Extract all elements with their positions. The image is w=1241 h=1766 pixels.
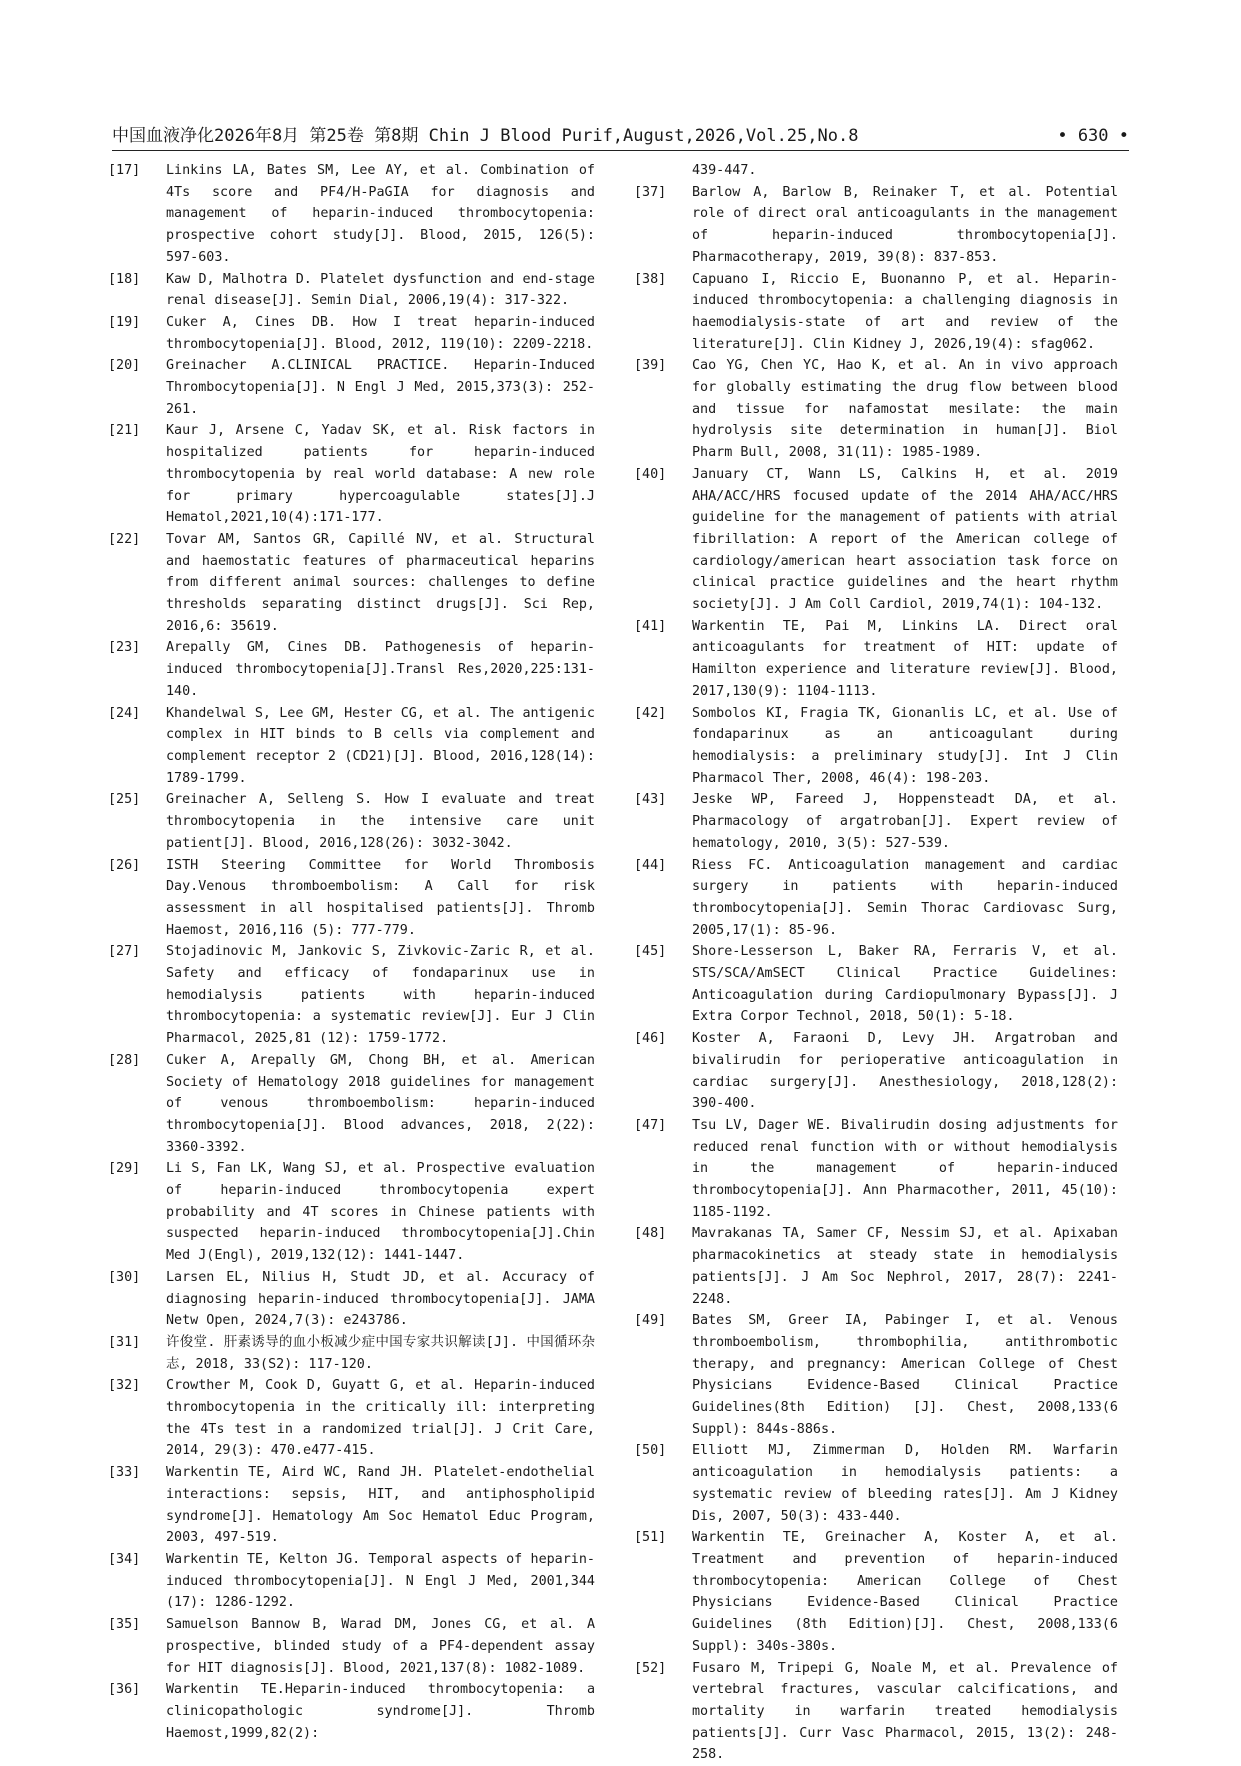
reference-number: [28]	[108, 1052, 141, 1068]
reference-number: [27]	[108, 944, 141, 960]
reference-text: ISTH Steering Committee for World Thrombosis Day.Venous thromboembolism: A Call for risk assessment in all hospitalised patients[J]. Thromb Haemost, 2016,116 (5): 777-779.	[166, 857, 595, 938]
reference-text: Crowther M, Cook D, Guyatt G, et al. Heparin-induced thrombocytopenia in the critically ill: interpreting the 4Ts test in a randomized trial[J]. J Crit Care, 2014, 29(3): 470.e477-415.	[166, 1378, 595, 1459]
reference-number: [30]	[108, 1269, 141, 1285]
reference-text: Capuano I, Riccio E, Buonanno P, et al. Heparin-induced thrombocytopenia: a challenging diagnosis in haemodialysis-state of art and review of the literature[J]. Clin Kidney J, 2026,19(4): sfag062.	[692, 271, 1118, 352]
reference-item	[634, 941, 1118, 1028]
reference-item	[634, 1527, 1118, 1657]
reference-item	[108, 160, 595, 269]
reference-text: Warkentin TE.Heparin-induced thrombocytopenia: a clinicopathologic syndrome[J]. Thromb Haemost,1999,82(2):	[166, 1682, 595, 1741]
reference-number: [33]	[108, 1465, 141, 1481]
reference-text: Tovar AM, Santos GR, Capillé NV, et al. Structural and haemostatic features of pharmaceutical heparins from different animal sources: challenges to define thresholds separating distinct drugs[J]. Sci Rep, 2016,6: 35619.	[166, 531, 595, 634]
reference-item	[108, 529, 595, 638]
reference-item	[108, 703, 595, 790]
reference-item	[108, 1375, 595, 1462]
reference-item	[634, 616, 1118, 703]
reference-text: Tsu LV, Dager WE. Bivalirudin dosing adjustments for reduced renal function with or without hemodialysis in the management of heparin-induced thrombocytopenia[J]. Ann Pharmacother, 2011, 45(10): 1185-1192.	[692, 1117, 1118, 1220]
reference-item	[634, 1028, 1118, 1115]
reference-text: Cao YG, Chen YC, Hao K, et al. An in vivo approach for globally estimating the drug flow between blood and tissue for nafamostat mesilate: the main hydrolysis site determination in human[J]. Biol Pharm Bull, 2008, 31(11): 1985-1989.	[692, 358, 1118, 461]
reference-item	[108, 1050, 595, 1159]
reference-text: Sombolos KI, Fragia TK, Gionanlis LC, et al. Use of fondaparinux as an anticoagulant during hemodialysis: a preliminary study[J]. Int J Clin Pharmacol Ther, 2008, 46(4): 198-203.	[692, 705, 1118, 786]
reference-continuation: 439-447.	[692, 163, 757, 178]
reference-text: Kaw D, Malhotra D. Platelet dysfunction and end-stage renal disease[J]. Semin Dial, 2006,19(4): 317-322.	[166, 271, 595, 309]
reference-text: Elliott MJ, Zimmerman D, Holden RM. Warfarin anticoagulation in hemodialysis patients: a systematic review of bleeding rates[J]. Am J Kidney Dis, 2007, 50(3): 433-440.	[692, 1443, 1118, 1524]
reference-item	[108, 269, 595, 312]
reference-number: [35]	[108, 1617, 141, 1633]
reference-text: Larsen EL, Nilius H, Studt JD, et al. Accuracy of diagnosing heparin-induced thrombocytopenia[J]. JAMA Netw Open, 2024,7(3): e243786.	[166, 1269, 595, 1329]
reference-item	[108, 1267, 595, 1332]
reference-number: [29]	[108, 1161, 141, 1177]
reference-text: Arepally GM, Cines DB. Pathogenesis of heparin-induced thrombocytopenia[J].Transl Res,2020,225:131-140.	[166, 640, 595, 699]
reference-number: [45]	[634, 944, 667, 960]
reference-number: [50]	[634, 1443, 667, 1459]
reference-number: [32]	[108, 1378, 141, 1394]
reference-item	[634, 1223, 1118, 1310]
reference-number: [18]	[108, 271, 141, 287]
reference-text: Warkentin TE, Pai M, Linkins LA. Direct oral anticoagulants for treatment of HIT: update of Hamilton experience and literature review[J]. Blood, 2017,130(9): 1104-1113.	[692, 618, 1118, 699]
reference-item	[634, 182, 1118, 269]
reference-number: [47]	[634, 1117, 667, 1133]
reference-number: [51]	[634, 1530, 667, 1546]
reference-item	[634, 855, 1118, 942]
reference-number: [34]	[108, 1552, 141, 1567]
reference-item	[108, 1158, 595, 1267]
reference-text: Cuker A, Cines DB. How I treat heparin-induced thrombocytopenia[J]. Blood, 2012, 119(10): 2209-2218.	[166, 314, 595, 352]
reference-number: [24]	[108, 705, 141, 721]
reference-number: [48]	[634, 1226, 667, 1242]
reference-item	[108, 1679, 595, 1744]
reference-number: [22]	[108, 531, 141, 547]
reference-number: [52]	[634, 1660, 667, 1676]
reference-item	[108, 789, 595, 854]
reference-number: [41]	[634, 618, 667, 634]
reference-number: [49]	[634, 1313, 667, 1329]
reference-item	[634, 1115, 1118, 1224]
reference-number: [17]	[108, 163, 141, 178]
reference-item	[108, 355, 595, 420]
reference-number: [36]	[108, 1682, 141, 1698]
reference-item	[634, 789, 1118, 854]
reference-text: Samuelson Bannow B, Warad DM, Jones CG, et al. A prospective, blinded study of a PF4-dependent assay for HIT diagnosis[J]. Blood, 2021,137(8): 1082-1089.	[166, 1617, 595, 1676]
reference-item	[108, 1462, 595, 1549]
reference-number: [39]	[634, 358, 667, 374]
page-number: • 630 •	[1057, 126, 1129, 146]
reference-text: Greinacher A.CLINICAL PRACTICE. Heparin-Induced Thrombocytopenia[J]. N Engl J Med, 2015,373(3): 252-261.	[166, 358, 595, 417]
reference-item	[634, 355, 1118, 464]
reference-text: Koster A, Faraoni D, Levy JH. Argatroban and bivalirudin for perioperative anticoagulation in cardiac surgery[J]. Anesthesiology, 2018,128(2): 390-400.	[692, 1031, 1118, 1112]
reference-number: [37]	[634, 184, 667, 200]
reference-item	[634, 464, 1118, 616]
reference-number: [20]	[108, 358, 141, 374]
reference-text: January CT, Wann LS, Calkins H, et al. 2019 AHA/ACC/HRS focused update of the 2014 AHA/ACC/HRS guideline for the management of patients with atrial fibrillation: A report of the American college of cardiology/american heart association task force on clinical practice guidelines and the heart rhythm society[J]. J Am Coll Cardiol, 2019,74(1): 104-132.	[692, 466, 1118, 613]
reference-text: Barlow A, Barlow B, Reinaker T, et al. Potential role of direct oral anticoagulants in the management of heparin-induced thrombocytopenia[J]. Pharmacotherapy, 2019, 39(8): 837-853.	[692, 184, 1118, 265]
reference-text: Jeske WP, Fareed J, Hoppensteadt DA, et al. Pharmacology of argatroban[J]. Expert review of hematology, 2010, 3(5): 527-539.	[692, 792, 1118, 851]
reference-item	[108, 1332, 595, 1375]
reference-text: Kaur J, Arsene C, Yadav SK, et al. Risk factors in hospitalized patients for heparin-induced thrombocytopenia by real world database: A new role for primary hypercoagulable states[J].J Hematol,2021,10(4):171-177.	[166, 423, 595, 526]
reference-number: [40]	[634, 466, 667, 482]
reference-text: Warkentin TE, Aird WC, Rand JH. Platelet-endothelial interactions: sepsis, HIT, and antiphospholipid syndrome[J]. Hematology Am Soc Hematol Educ Program, 2003, 497-519.	[166, 1465, 595, 1546]
reference-text: Stojadinovic M, Jankovic S, Zivkovic-Zaric R, et al. Safety and efficacy of fondaparinux use in hemodialysis patients with heparin-induced thrombocytopenia: a systematic review[J]. Eur J Clin Pharmacol, 2025,81 (12): 1759-1772.	[166, 944, 595, 1047]
reference-number: [43]	[634, 792, 667, 808]
reference-text: Bates SM, Greer IA, Pabinger I, et al. Venous thromboembolism, thrombophilia, antithrombotic therapy, and pregnancy: American College of Chest Physicians Evidence-Based Clinical Practice Guidelines(8th Edition) [J]. Chest, 2008,133(6 Suppl): 844s-886s.	[692, 1313, 1118, 1437]
reference-text: Cuker A, Arepally GM, Chong BH, et al. American Society of Hematology 2018 guidelines for management of venous thromboembolism: heparin-induced thrombocytopenia[J]. Blood advances, 2018, 2(22): 3360-3392.	[166, 1052, 595, 1155]
reference-number: [26]	[108, 857, 141, 873]
reference-item	[108, 637, 595, 702]
reference-item	[108, 420, 595, 529]
reference-item	[634, 1310, 1118, 1440]
reference-item	[634, 1658, 1118, 1766]
reference-number: [38]	[634, 271, 667, 287]
reference-item	[634, 1440, 1118, 1527]
reference-item	[108, 312, 595, 355]
reference-item	[108, 941, 595, 1050]
reference-text: Linkins LA, Bates SM, Lee AY, et al. Combination of 4Ts score and PF4/H-PaGIA for diagnosis and management of heparin-induced thrombocytopenia: prospective cohort study[J]. Blood, 2015, 126(5): 597-603.	[166, 163, 595, 265]
reference-number: [42]	[634, 705, 667, 721]
reference-number: [44]	[634, 857, 667, 873]
running-header	[112, 124, 1129, 151]
reference-number: [19]	[108, 314, 141, 330]
journal-title: 中国血液净化2026年8月 第25卷 第8期 Chin J Blood Purif,August,2026,Vol.25,No.8	[112, 126, 859, 146]
reference-number: [46]	[634, 1031, 667, 1047]
reference-text: Riess FC. Anticoagulation management and cardiac surgery in patients with heparin-induced thrombocytopenia[J]. Semin Thorac Cardiovasc Surg, 2005,17(1): 85-96.	[692, 857, 1118, 938]
reference-item	[108, 1549, 595, 1614]
reference-text: Greinacher A, Selleng S. How I evaluate and treat thrombocytopenia in the intensive care unit patient[J]. Blood, 2016,128(26): 3032-3042.	[166, 792, 595, 851]
reference-number: [25]	[108, 792, 141, 808]
reference-text: Mavrakanas TA, Samer CF, Nessim SJ, et al. Apixaban pharmacokinetics at steady state in hemodialysis patients[J]. J Am Soc Nephrol, 2017, 28(7): 2241-2248.	[692, 1226, 1118, 1307]
reference-column-left	[108, 160, 595, 1744]
reference-column-right	[634, 160, 1118, 1766]
reference-text: Warkentin TE, Greinacher A, Koster A, et al. Treatment and prevention of heparin-induced thrombocytopenia: American College of Chest Physicians Evidence-Based Clinical Practice Guidelines (8th Edition)[J]. Chest, 2008,133(6 Suppl): 340s-380s.	[692, 1530, 1118, 1654]
reference-text: 许俊堂. 肝素诱导的血小板减少症中国专家共识解读[J]. 中国循环杂志, 2018, 33(S2): 117-120.	[166, 1334, 595, 1372]
reference-item	[634, 703, 1118, 790]
reference-number: [31]	[108, 1334, 141, 1350]
reference-item	[634, 269, 1118, 356]
reference-item	[108, 1614, 595, 1679]
reference-text: Fusaro M, Tripepi G, Noale M, et al. Prevalence of vertebral fractures, vascular calcifications, and mortality in warfarin treated hemodialysis patients[J]. Curr Vasc Pharmacol, 2015, 13(2): 248-258.	[692, 1660, 1118, 1763]
reference-number: [23]	[108, 640, 141, 656]
reference-text: Warkentin TE, Kelton JG. Temporal aspects of heparin-induced thrombocytopenia[J]. N Engl J Med, 2001,344 (17): 1286-1292.	[166, 1552, 595, 1611]
reference-text: Li S, Fan LK, Wang SJ, et al. Prospective evaluation of heparin-induced thrombocytopenia expert probability and 4T scores in Chinese patients with suspected heparin-induced thrombocytopenia[J].Chin Med J(Engl), 2019,132(12): 1441-1447.	[166, 1161, 595, 1264]
reference-item	[108, 855, 595, 942]
reference-text: Shore-Lesserson L, Baker RA, Ferraris V, et al. STS/SCA/AmSECT Clinical Practice Guidelines: Anticoagulation during Cardiopulmonary Bypass[J]. J Extra Corpor Technol, 2018, 50(1): 5-18.	[692, 944, 1118, 1025]
reference-text: Khandelwal S, Lee GM, Hester CG, et al. The antigenic complex in HIT binds to B cells via complement and complement receptor 2 (CD21)[J]. Blood, 2016,128(14): 1789-1799.	[166, 705, 595, 786]
reference-number: [21]	[108, 423, 141, 439]
